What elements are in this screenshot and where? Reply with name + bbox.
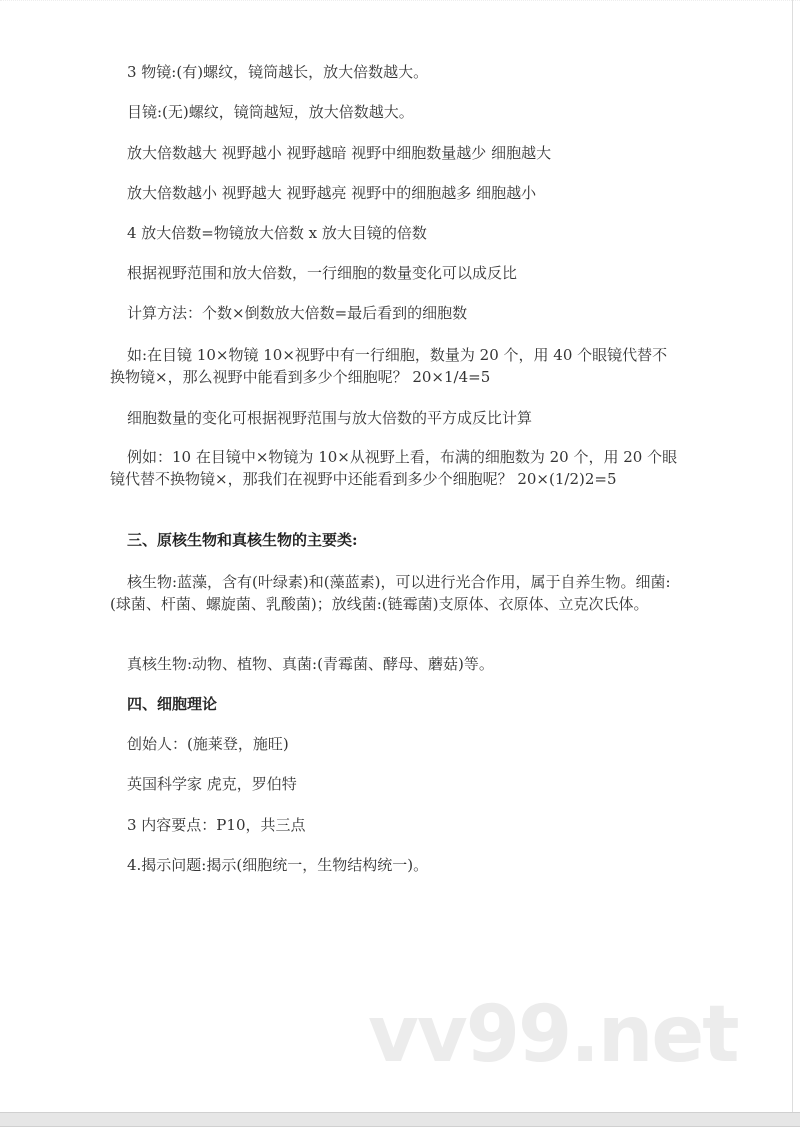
page-separator: [0, 1112, 800, 1127]
paragraph: 根据视野范围和放大倍数，一行细胞的数量变化可以成反比: [127, 264, 518, 282]
paragraph: 核生物:蓝藻，含有(叶绿素)和(藻蓝素)，可以进行光合作用，属于自养生物。细菌:(球菌、杆菌、螺旋菌、乳酸菌)；放线菌:(链霉菌)支原体、衣原体、立克次氏体。: [110, 573, 671, 613]
paragraph: 4.揭示问题:揭示(细胞统一，生物结构统一)。: [127, 856, 429, 874]
paragraph: 如:在目镜 10×物镜 10×视野中有一行细胞，数量为 20 个，用 40 个眼镜代替不换物镜×，那么视野中能看到多少个细胞呢？ 20×1/4=5: [110, 346, 668, 386]
paragraph: 细胞数量的变化可根据视野范围与放大倍数的平方成反比计算: [127, 409, 533, 427]
paragraph: 3 物镜:(有)螺纹，镜筒越长，放大倍数越大。: [127, 63, 429, 81]
paragraph: 放大倍数越小 视野越大 视野越亮 视野中的细胞越多 细胞越小: [127, 184, 537, 202]
section-heading: 三、原核生物和真核生物的主要类:: [127, 531, 358, 549]
paragraph: 放大倍数越大 视野越小 视野越暗 视野中细胞数量越少 细胞越大: [127, 144, 552, 162]
watermark: vv99.net: [368, 990, 738, 1080]
paragraph: 计算方法：个数×倒数放大倍数=最后看到的细胞数: [127, 304, 468, 322]
paragraph: 4 放大倍数=物镜放大倍数 x 放大目镜的倍数: [127, 224, 427, 242]
paragraph: 目镜:(无)螺纹，镜筒越短，放大倍数越大。: [127, 103, 414, 121]
paragraph: 创始人：(施莱登，施旺): [127, 735, 289, 753]
paragraph: 真核生物:动物、植物、真菌:(青霉菌、酵母、蘑菇)等。: [127, 655, 494, 673]
section-heading: 四、细胞理论: [127, 695, 218, 713]
paragraph: 例如：10 在目镜中×物镜为 10×从视野上看，布满的细胞数为 20 个，用 20 个眼镜代替不换物镜×，那我们在视野中还能看到多少个细胞呢？ 20×(1/2)2=5: [110, 448, 678, 488]
paragraph: 3 内容要点：P10，共三点: [127, 816, 306, 834]
top-divider: [0, 0, 800, 7]
paragraph: 英国科学家 虎克，罗伯特: [127, 775, 297, 793]
